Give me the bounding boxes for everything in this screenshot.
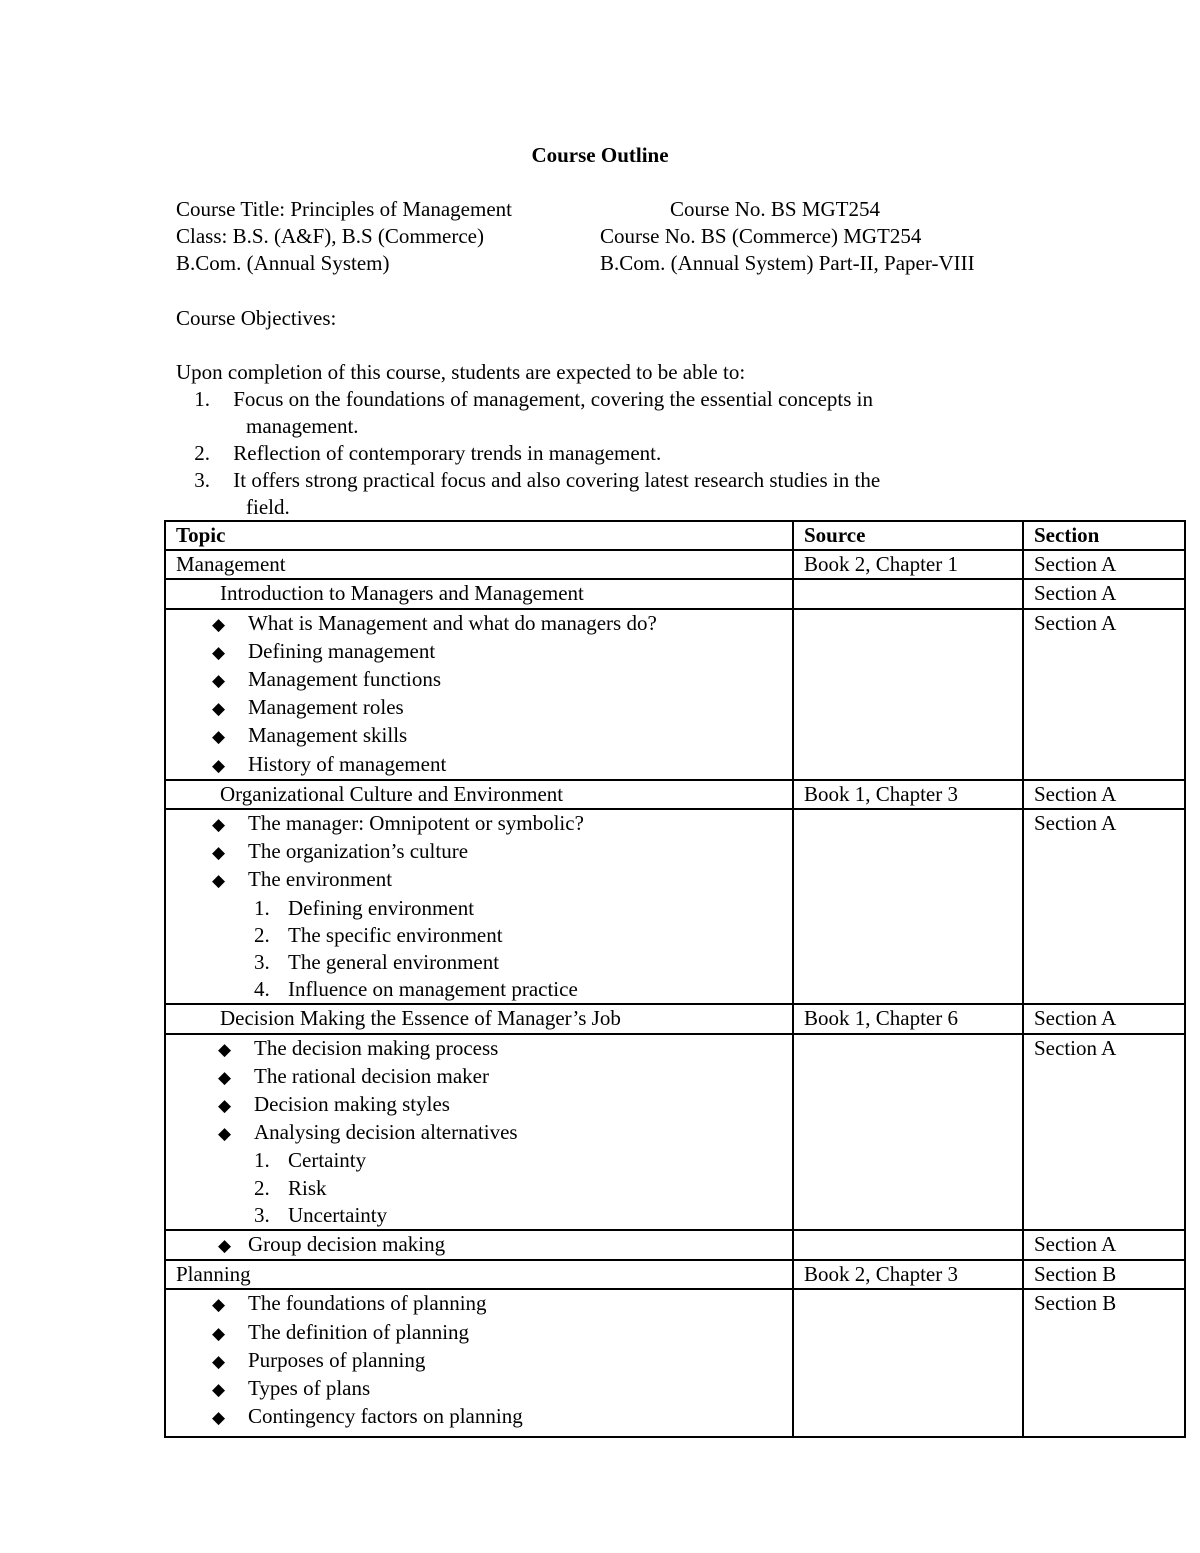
- list-item: ◆ The rational decision maker: [218, 1063, 782, 1091]
- topic-list-cell: [165, 1289, 793, 1436]
- objective-text: Focus on the foundations of management, covering the essential concepts in: [233, 387, 874, 411]
- section-cell: Section B: [1023, 1289, 1185, 1436]
- diamond-bullet-icon: ◆: [212, 1408, 226, 1428]
- sub-list-item: 4. Influence on management practice: [254, 977, 578, 1002]
- diamond-bullet-icon: ◆: [212, 1380, 226, 1400]
- topic-list-cell: [165, 1034, 793, 1230]
- diamond-bullet-icon: ◆: [212, 642, 226, 662]
- course-title: Course Title: Principles of Management: [176, 197, 512, 221]
- objective-text-continued: field.: [246, 495, 290, 519]
- diamond-bullet-icon: ◆: [212, 1351, 226, 1371]
- sub-list-item: 3. The general environment: [254, 950, 500, 975]
- source-cell: Book 2, Chapter 3: [793, 1260, 1023, 1289]
- diamond-bullet-icon: ◆: [218, 1236, 232, 1256]
- table-row: [165, 1230, 1185, 1260]
- source-cell: [793, 809, 1023, 1004]
- course-number-commerce: Course No. BS (Commerce) MGT254: [600, 224, 922, 248]
- page-title: Course Outline: [531, 143, 669, 167]
- list-item: ◆ The manager: Omnipotent or symbolic?: [212, 810, 782, 838]
- list-item: ◆ Types of plans: [212, 1375, 782, 1403]
- list-item: ◆ The foundations of planning: [212, 1290, 782, 1318]
- table-row: [165, 579, 1185, 608]
- source-cell: Book 2, Chapter 1: [793, 550, 1023, 579]
- bcom-paper: B.Com. (Annual System) Part-II, Paper-VIII: [600, 251, 975, 275]
- sub-list-item: 2. The specific environment: [254, 922, 503, 947]
- diamond-bullet-icon: ◆: [212, 815, 226, 835]
- list-item: ◆ Decision making styles: [218, 1091, 782, 1119]
- diamond-bullet-icon: ◆: [212, 843, 226, 863]
- source-cell: Book 1, Chapter 3: [793, 780, 1023, 809]
- objective-text-continued: management.: [246, 414, 359, 438]
- topic-cell: Decision Making the Essence of Manager’s Job: [165, 1004, 793, 1033]
- table-row: [165, 1034, 1185, 1230]
- section-cell: Section A: [1023, 1230, 1185, 1260]
- topic-cell: Management: [165, 550, 793, 579]
- section-cell: Section B: [1023, 1260, 1185, 1289]
- objective-item: [176, 440, 661, 467]
- bcom-system: B.Com. (Annual System): [176, 251, 390, 275]
- diamond-bullet-icon: ◆: [212, 727, 226, 747]
- diamond-bullet-icon: ◆: [212, 671, 226, 691]
- sub-list-item: 1. Defining environment: [254, 895, 475, 920]
- header-topic: Topic: [165, 521, 793, 550]
- diamond-bullet-icon: ◆: [218, 1096, 232, 1116]
- diamond-bullet-icon: ◆: [212, 699, 226, 719]
- course-outline-table: [164, 520, 1186, 1438]
- diamond-bullet-icon: ◆: [212, 1323, 226, 1343]
- topic-list-cell: [165, 609, 793, 780]
- objective-item: [176, 467, 880, 494]
- list-item: ◆ Management skills: [212, 722, 782, 750]
- list-item: ◆ Analysing decision alternatives: [218, 1119, 782, 1147]
- list-item: ◆ Defining management: [212, 638, 782, 666]
- diamond-bullet-icon: ◆: [212, 1295, 226, 1315]
- topic-cell: Planning: [165, 1260, 793, 1289]
- list-item: ◆ What is Management and what do managers do?: [212, 610, 782, 638]
- objective-text: It offers strong practical focus and also covering latest research studies in the: [233, 468, 881, 492]
- table-row: [165, 609, 1185, 780]
- table-row: [165, 780, 1185, 809]
- section-cell: Section A: [1023, 579, 1185, 608]
- source-cell: [793, 1034, 1023, 1230]
- topic-cell: Organizational Culture and Environment: [165, 780, 793, 809]
- section-cell: Section A: [1023, 780, 1185, 809]
- diamond-bullet-icon: ◆: [212, 755, 226, 775]
- topic-cell: Introduction to Managers and Management: [165, 579, 793, 608]
- list-item: ◆ The environment: [212, 866, 782, 894]
- objective-number: 1.: [194, 387, 210, 411]
- table-row: [165, 1004, 1185, 1033]
- source-cell: [793, 1230, 1023, 1260]
- objective-text: Reflection of contemporary trends in management.: [233, 441, 662, 465]
- header-section: Section: [1023, 521, 1185, 550]
- table-header-row: [165, 521, 1185, 550]
- diamond-bullet-icon: ◆: [218, 1039, 232, 1059]
- table-row: [165, 550, 1185, 579]
- objectives-intro: Upon completion of this course, students are expected to be able to:: [176, 360, 746, 384]
- objective-number: 2.: [194, 441, 210, 465]
- list-item: ◆ History of management: [212, 751, 782, 779]
- diamond-bullet-icon: ◆: [212, 871, 226, 891]
- list-item: ◆ The decision making process: [218, 1035, 782, 1063]
- table-row: [165, 1260, 1185, 1289]
- source-cell: [793, 609, 1023, 780]
- sub-list-item: 2. Risk: [254, 1175, 327, 1200]
- list-item: ◆ Management roles: [212, 694, 782, 722]
- section-cell: Section A: [1023, 809, 1185, 1004]
- table-row: [165, 809, 1185, 1004]
- diamond-bullet-icon: ◆: [212, 614, 226, 634]
- list-item: ◆ Management functions: [212, 666, 782, 694]
- objective-number: 3.: [194, 468, 210, 492]
- diamond-bullet-icon: ◆: [218, 1124, 232, 1144]
- objective-item: [176, 386, 873, 413]
- topic-cell: ◆ Group decision making: [165, 1230, 793, 1260]
- course-number: Course No. BS MGT254: [670, 197, 881, 221]
- source-cell: [793, 579, 1023, 608]
- section-cell: Section A: [1023, 1034, 1185, 1230]
- sub-list-item: 3. Uncertainty: [254, 1202, 388, 1227]
- source-cell: [793, 1289, 1023, 1436]
- class-info: Class: B.S. (A&F), B.S (Commerce): [176, 224, 484, 248]
- topic-list-cell: [165, 809, 793, 1004]
- sub-list-item: 1. Certainty: [254, 1148, 367, 1173]
- section-cell: Section A: [1023, 609, 1185, 780]
- header-source: Source: [793, 521, 1023, 550]
- source-cell: Book 1, Chapter 6: [793, 1004, 1023, 1033]
- list-item: ◆ The organization’s culture: [212, 838, 782, 866]
- section-cell: Section A: [1023, 1004, 1185, 1033]
- table-row: [165, 1289, 1185, 1436]
- list-item: ◆ Purposes of planning: [212, 1347, 782, 1375]
- list-item: ◆ The definition of planning: [212, 1319, 782, 1347]
- list-item: ◆ Contingency factors on planning: [212, 1403, 782, 1431]
- objectives-label: Course Objectives:: [176, 306, 337, 330]
- section-cell: Section A: [1023, 550, 1185, 579]
- diamond-bullet-icon: ◆: [218, 1067, 232, 1087]
